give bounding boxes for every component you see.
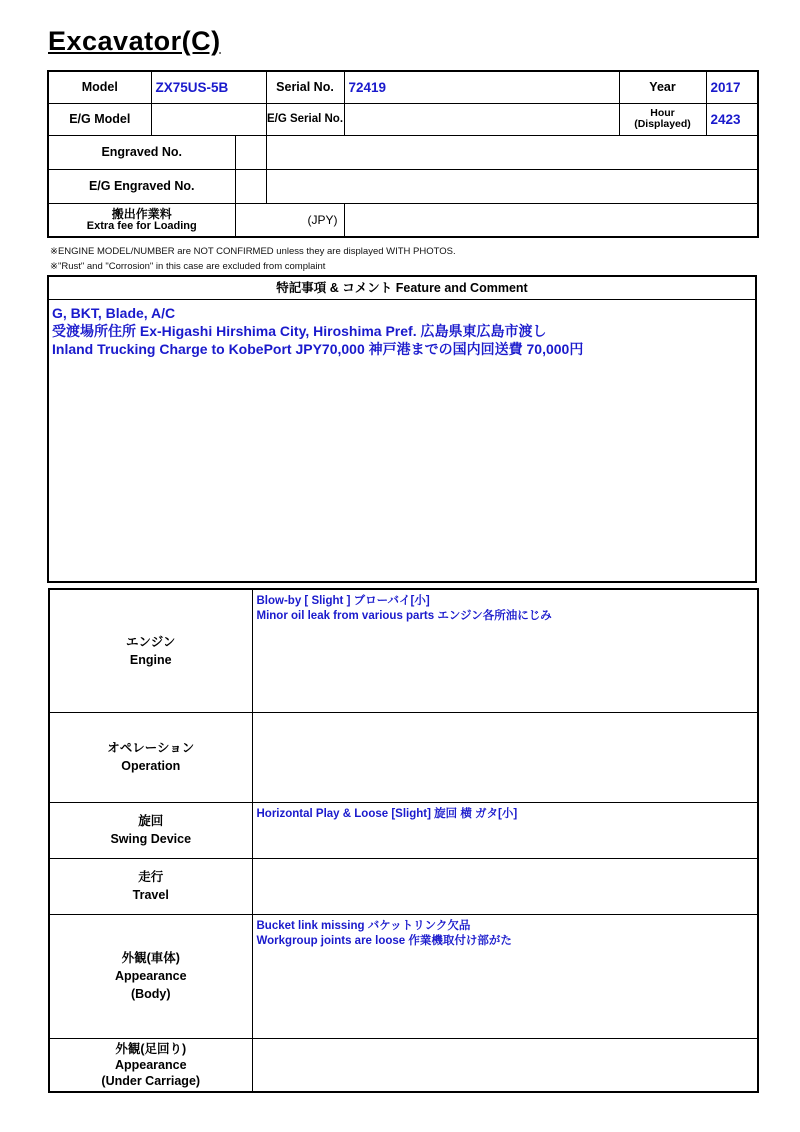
engine-row — [49, 589, 758, 712]
undercarriage-label-en: Appearance — [114, 1057, 187, 1072]
travel-label — [49, 858, 252, 914]
spec-table — [47, 70, 759, 238]
body-comment-line: Bucket link missing バケットリンク欠品 — [256, 919, 471, 932]
undercarriage-comments — [252, 1038, 758, 1092]
engraved-label: Engraved No. — [48, 135, 235, 169]
loading-label — [48, 203, 235, 237]
body-label-en: Appearance — [114, 969, 187, 983]
body-label-jp: 外観(車体) — [121, 951, 180, 965]
undercarriage-label-en-sub: (Under Carriage) — [101, 1073, 201, 1088]
page-title: Excavator(C) — [48, 26, 221, 56]
travel-label-jp: 走行 — [138, 870, 164, 884]
eg-engraved-box — [235, 169, 266, 203]
undercarriage-label — [49, 1038, 252, 1092]
swing-row — [49, 802, 758, 858]
engine-label-jp: エンジン — [126, 634, 176, 649]
engraved-box — [235, 135, 266, 169]
engraved-value — [266, 135, 758, 169]
feature-body — [49, 300, 755, 362]
operation-label-en: Operation — [121, 759, 181, 773]
loading-label-jp: 搬出作業料 — [111, 206, 172, 221]
swing-comments — [252, 802, 758, 858]
operation-label — [49, 712, 252, 802]
rust-note: ※"Rust" and "Corrosion" in this case are excluded from complaint — [50, 261, 326, 272]
operation-comments — [252, 712, 758, 802]
body-label — [49, 914, 252, 1038]
body-comments — [252, 914, 758, 1038]
hour-value: 2423 — [706, 103, 758, 135]
operation-label-jp: オペレーション — [107, 741, 195, 755]
engine-comments — [252, 589, 758, 712]
engine-label — [49, 589, 252, 712]
travel-label-en: Travel — [132, 888, 169, 902]
loading-value — [344, 203, 758, 237]
undercarriage-row — [49, 1038, 758, 1092]
engine-comment-line: Minor oil leak from various parts エンジン各所油にじみ — [256, 610, 552, 622]
eg-model-label: E/G Model — [48, 103, 151, 135]
engine-comment-line: Blow-by [ Slight ] ブローバイ[小] — [256, 595, 430, 607]
eg-engraved-label: E/G Engraved No. — [48, 169, 235, 203]
serial-label: Serial No. — [266, 71, 344, 103]
eg-model-value — [151, 103, 266, 135]
eg-serial-value — [344, 103, 619, 135]
model-value: ZX75US-5B — [151, 71, 266, 103]
swing-label-en: Swing Device — [110, 832, 192, 846]
model-label: Model — [48, 71, 151, 103]
feature-comment-box — [47, 275, 757, 583]
serial-value: 72419 — [344, 71, 619, 103]
year-value: 2017 — [706, 71, 758, 103]
feature-line: Inland Trucking Charge to KobePort JPY70,000 神戸港までの国内回送費 70,000円 — [52, 341, 584, 357]
body-row — [49, 914, 758, 1038]
swing-label-jp: 旋回 — [138, 814, 164, 828]
feature-header: 特記事項 & コメント Feature and Comment — [49, 277, 755, 300]
feature-line: 受渡場所住所 Ex-Higashi Hirshima City, Hiroshima Pref. 広島県東広島市渡し — [52, 323, 547, 339]
swing-comment-line: Horizontal Play & Loose [Slight] 旋回 横 ガタ[小] — [256, 807, 518, 820]
undercarriage-label-jp: 外観(足回り) — [115, 1041, 187, 1056]
feature-line: G, BKT, Blade, A/C — [52, 305, 176, 321]
condition-table — [48, 588, 759, 1093]
body-comment-line: Workgroup joints are loose 作業機取付け部がた — [256, 934, 512, 947]
engine-confirm-note: ※ENGINE MODEL/NUMBER are NOT CONFIRMED unless they are displayed WITH PHOTOS. — [50, 246, 456, 257]
hour-label-line1: Hour — [650, 107, 675, 119]
operation-row — [49, 712, 758, 802]
eg-engraved-value — [266, 169, 758, 203]
loading-label-en: Extra fee for Loading — [86, 219, 197, 232]
travel-row — [49, 858, 758, 914]
hour-label — [619, 103, 706, 135]
engine-label-en: Engine — [129, 652, 172, 667]
travel-comments — [252, 858, 758, 914]
hour-label-line2: (Displayed) — [634, 118, 691, 130]
body-label-en-sub: (Body) — [130, 987, 171, 1001]
loading-currency: (JPY) — [235, 203, 344, 237]
eg-serial-label: E/G Serial No. — [266, 103, 344, 135]
swing-label — [49, 802, 252, 858]
year-label: Year — [619, 71, 706, 103]
